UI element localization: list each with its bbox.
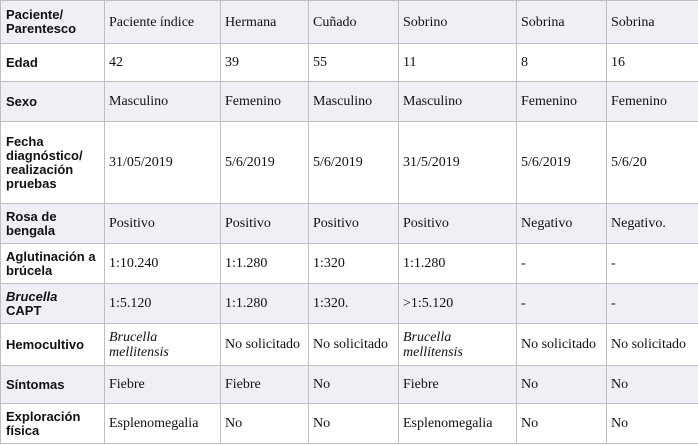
table-cell: No bbox=[221, 404, 309, 444]
table-cell: Femenino bbox=[607, 82, 698, 122]
table-cell: Negativo bbox=[517, 204, 607, 244]
table-cell: 5/6/2019 bbox=[309, 122, 399, 204]
table-cell: - bbox=[517, 244, 607, 284]
table-cell: - bbox=[607, 244, 698, 284]
table-cell: Masculino bbox=[105, 82, 221, 122]
table-cell: 1:10.240 bbox=[105, 244, 221, 284]
header-cell: Sobrina bbox=[607, 1, 698, 44]
table-cell: 1:1.280 bbox=[221, 244, 309, 284]
row-label: Síntomas bbox=[1, 366, 105, 404]
row-label: Aglutinación a brúcela bbox=[1, 244, 105, 284]
table-cell: - bbox=[607, 284, 698, 324]
table-row-capt bbox=[1, 284, 698, 324]
table-cell: 5/6/2019 bbox=[517, 122, 607, 204]
header-cell: Cuñado bbox=[309, 1, 399, 44]
header-row bbox=[1, 1, 698, 44]
header-cell: Sobrina bbox=[517, 1, 607, 44]
table-row-hemocultivo bbox=[1, 324, 698, 366]
table-cell: - bbox=[517, 284, 607, 324]
table-cell: Positivo bbox=[105, 204, 221, 244]
table-cell: Esplenomegalia bbox=[105, 404, 221, 444]
table-cell: Masculino bbox=[309, 82, 399, 122]
table-cell: 1:5.120 bbox=[105, 284, 221, 324]
row-label-italic: Brucella bbox=[6, 288, 58, 304]
table-cell: Positivo bbox=[399, 204, 517, 244]
table-cell: 55 bbox=[309, 44, 399, 82]
table-cell: No solicitado bbox=[221, 324, 309, 366]
table-cell: No bbox=[309, 366, 399, 404]
table-cell: Masculino bbox=[399, 82, 517, 122]
table-cell: No bbox=[309, 404, 399, 444]
table-cell: Negativo. bbox=[607, 204, 698, 244]
table-cell: Brucella mellitensis bbox=[105, 324, 221, 366]
table-cell: No solicitado bbox=[309, 324, 399, 366]
table-cell: No bbox=[517, 366, 607, 404]
table-cell: Femenino bbox=[221, 82, 309, 122]
table-cell: 5/6/20 bbox=[607, 122, 698, 204]
table-cell: Brucella mellitensis bbox=[399, 324, 517, 366]
table-cell: No bbox=[517, 404, 607, 444]
table-cell: Femenino bbox=[517, 82, 607, 122]
table-cell: 31/5/2019 bbox=[399, 122, 517, 204]
header-cell: Paciente índice bbox=[105, 1, 221, 44]
row-label bbox=[1, 284, 105, 324]
header-label: Paciente/ Parentesco bbox=[1, 1, 105, 44]
table-cell: 1:320. bbox=[309, 284, 399, 324]
table-cell: Esplenomegalia bbox=[399, 404, 517, 444]
table-cell: 39 bbox=[221, 44, 309, 82]
table-cell: Fiebre bbox=[221, 366, 309, 404]
row-label-rest: CAPT bbox=[6, 302, 42, 318]
header-cell: Hermana bbox=[221, 1, 309, 44]
table-cell: 5/6/2019 bbox=[221, 122, 309, 204]
row-label: Rosa de bengala bbox=[1, 204, 105, 244]
table-row-edad bbox=[1, 44, 698, 82]
table-cell: 1:1.280 bbox=[221, 284, 309, 324]
table-cell: No solicitado bbox=[517, 324, 607, 366]
table-cell: 16 bbox=[607, 44, 698, 82]
table-row-exploracion bbox=[1, 404, 698, 444]
row-label: Edad bbox=[1, 44, 105, 82]
table-row-sexo bbox=[1, 82, 698, 122]
table-cell: >1:5.120 bbox=[399, 284, 517, 324]
table-cell: 1:1.280 bbox=[399, 244, 517, 284]
table-row-fecha bbox=[1, 122, 698, 204]
table-cell: 11 bbox=[399, 44, 517, 82]
header-cell: Sobrino bbox=[399, 1, 517, 44]
row-label: Hemocultivo bbox=[1, 324, 105, 366]
table-cell: No bbox=[607, 404, 698, 444]
table-cell: 8 bbox=[517, 44, 607, 82]
table-cell: 31/05/2019 bbox=[105, 122, 221, 204]
table-cell: Positivo bbox=[309, 204, 399, 244]
table-cell: No bbox=[607, 366, 698, 404]
table-cell: Fiebre bbox=[105, 366, 221, 404]
table-cell: No solicitado bbox=[607, 324, 698, 366]
table-cell: 1:320 bbox=[309, 244, 399, 284]
table-row-aglutinacion bbox=[1, 244, 698, 284]
row-label: Fecha diagnóstico/ realización pruebas bbox=[1, 122, 105, 204]
table-row-rosa-bengala bbox=[1, 204, 698, 244]
table-cell: Positivo bbox=[221, 204, 309, 244]
row-label: Exploración física bbox=[1, 404, 105, 444]
table-cell: Fiebre bbox=[399, 366, 517, 404]
table-cell: 42 bbox=[105, 44, 221, 82]
row-label: Sexo bbox=[1, 82, 105, 122]
table-row-sintomas bbox=[1, 366, 698, 404]
